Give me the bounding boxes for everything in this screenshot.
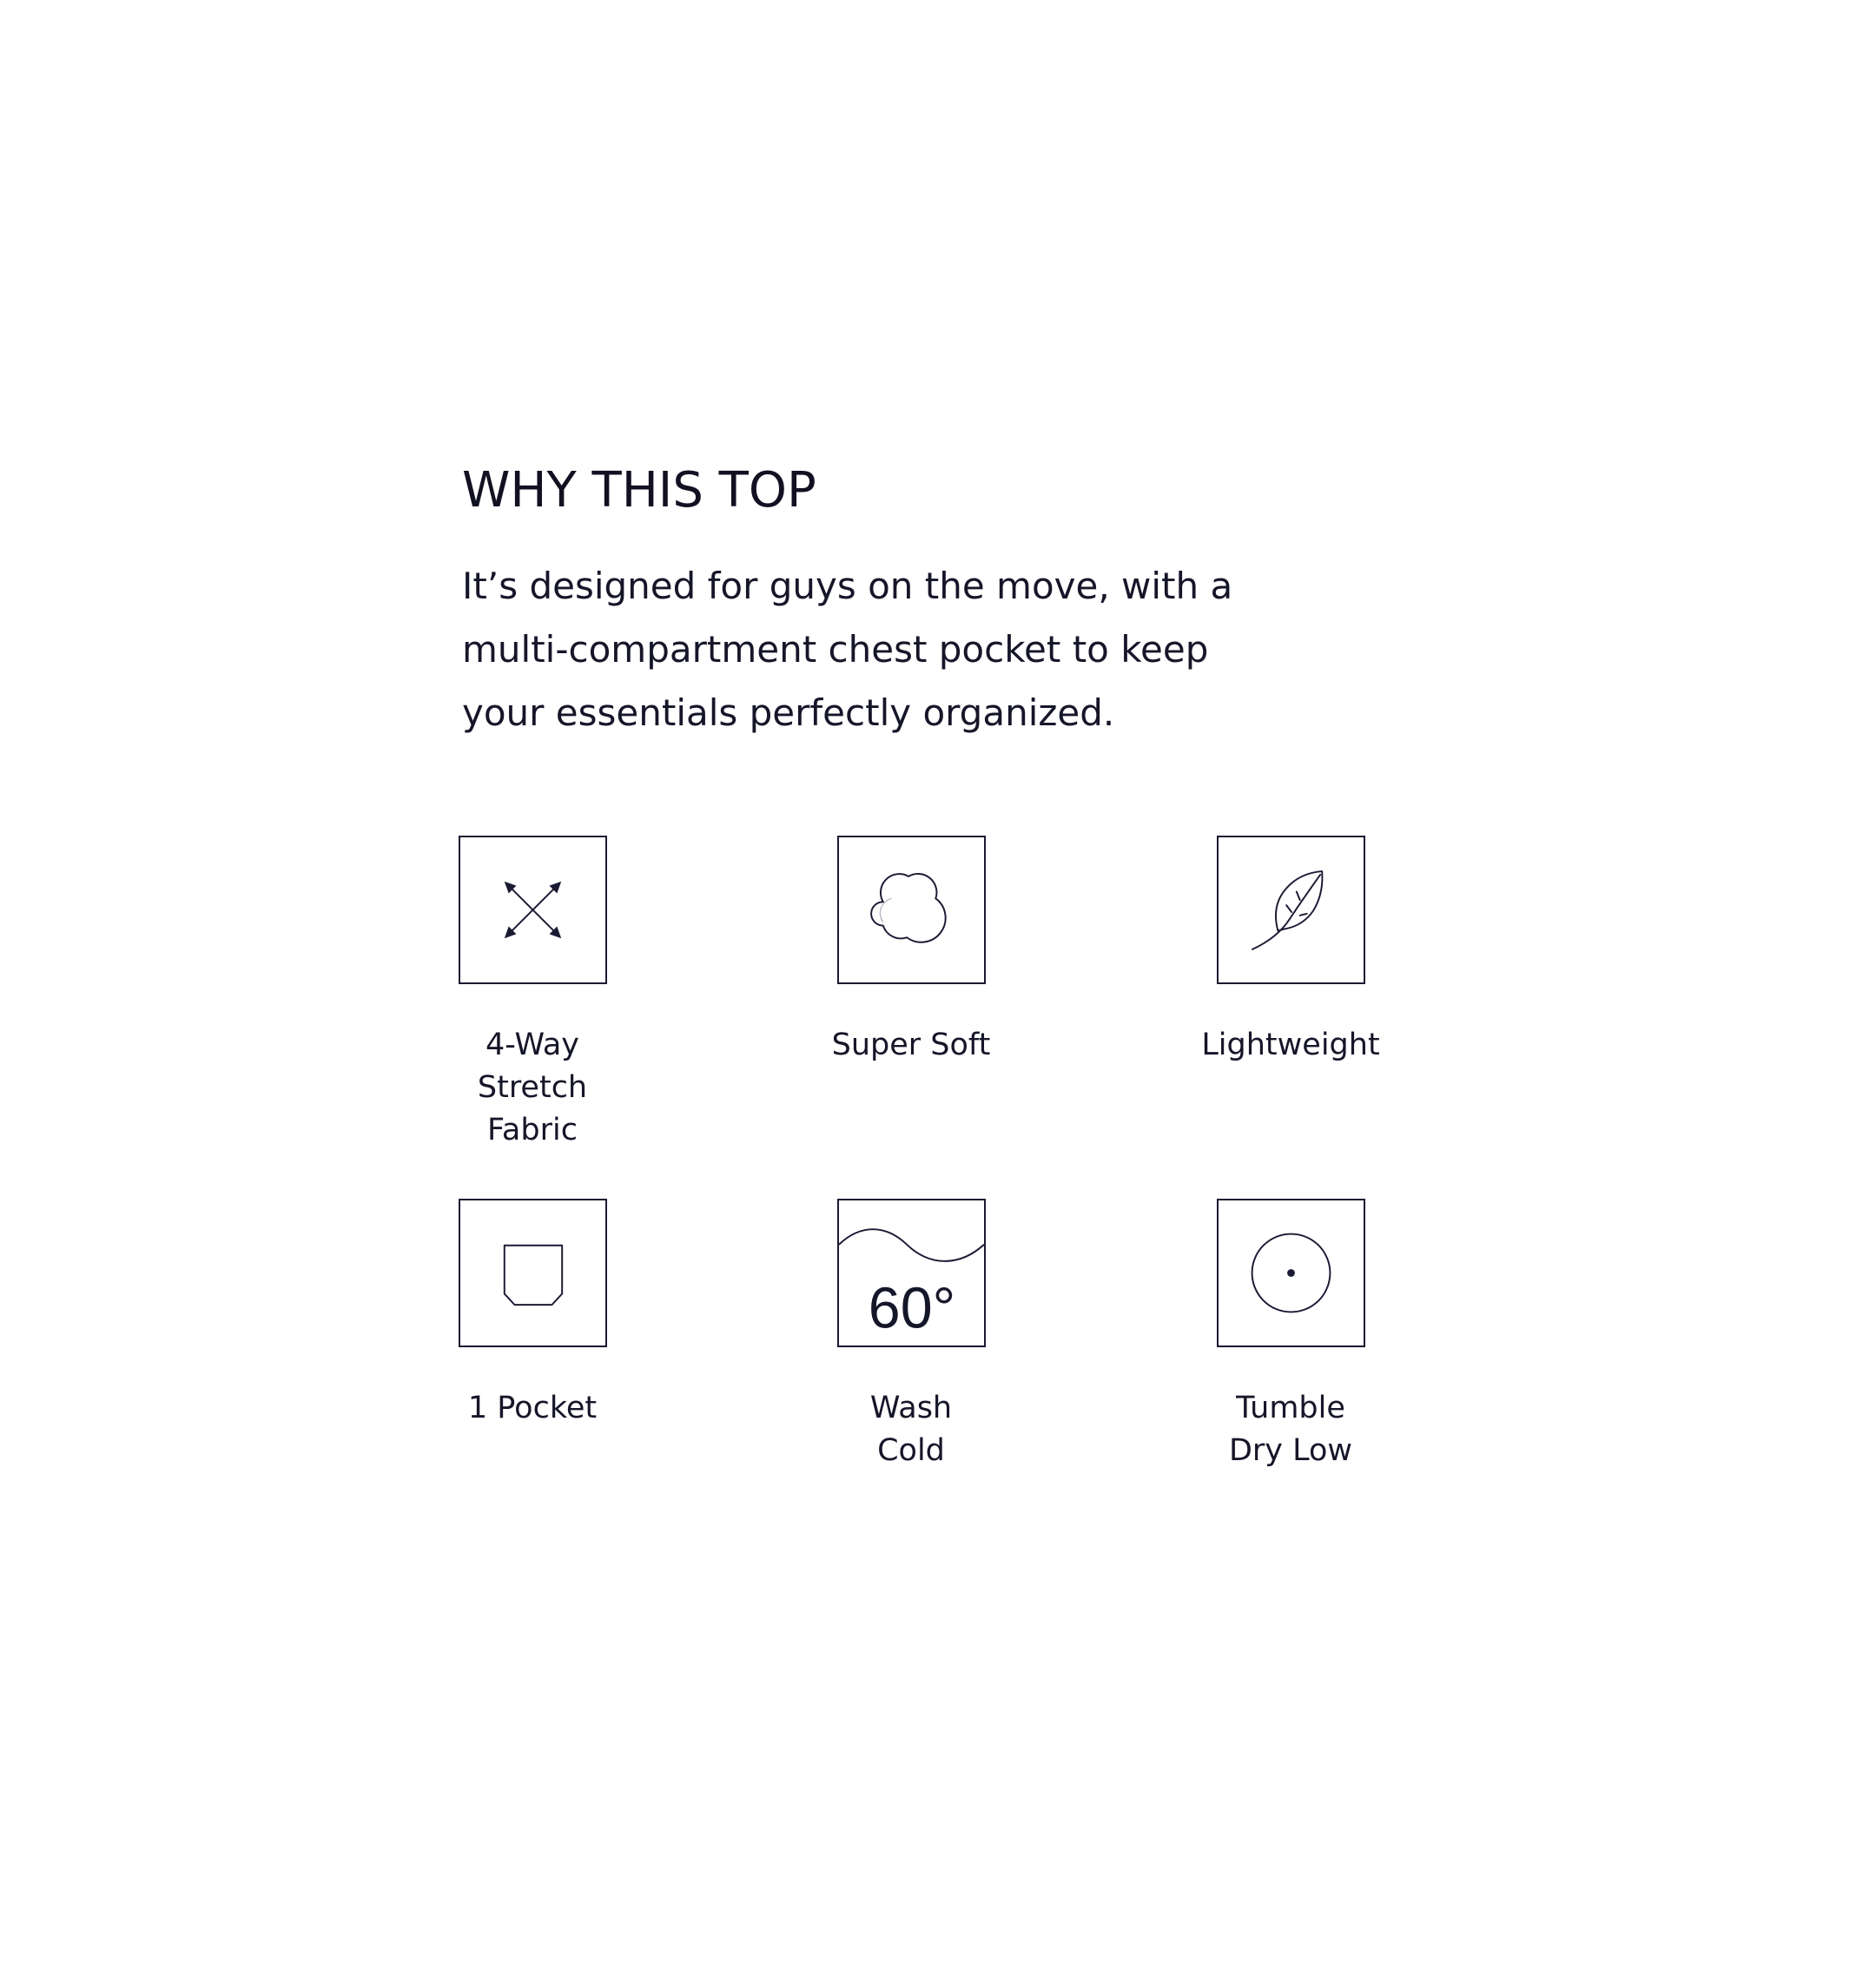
feature-icon-frame — [459, 1199, 607, 1347]
feature-label-line: 4-Way — [485, 1028, 579, 1062]
feature-icon-frame — [837, 836, 986, 984]
wash-cold-icon — [839, 1200, 984, 1346]
feature-label-line: Wash — [869, 1391, 953, 1425]
feature-label-line: Lightweight — [1201, 1028, 1380, 1062]
section-title: WHY THIS TOP — [462, 462, 816, 519]
description-line: multi-compartment chest pocket to keep — [462, 628, 1209, 671]
pocket-icon — [460, 1200, 605, 1346]
feature-icon-frame — [1217, 836, 1365, 984]
feature-label — [419, 1387, 645, 1430]
feature-icon-frame — [459, 836, 607, 984]
feature-label — [1178, 1024, 1404, 1067]
feature-label — [798, 1387, 1024, 1472]
wash-temperature-text: 60° — [868, 1276, 956, 1341]
description-line: It’s designed for guys on the move, with a — [462, 565, 1233, 607]
feature-label — [1178, 1387, 1404, 1472]
stretch-arrows-icon — [460, 837, 605, 982]
section-description — [462, 554, 1331, 744]
feature-icon-frame — [1217, 1199, 1365, 1347]
cloud-soft-icon — [839, 837, 984, 982]
feature-label — [798, 1024, 1024, 1067]
feature-label-line: Stretch — [477, 1070, 588, 1105]
feature-icon-frame — [837, 1199, 986, 1347]
description-line: your essentials perfectly organized. — [462, 691, 1115, 734]
feature-label-line: Fabric — [487, 1113, 578, 1147]
feature-label-line: Super Soft — [831, 1028, 991, 1062]
tumble-dry-low-icon — [1219, 1200, 1364, 1346]
feature-label-line: 1 Pocket — [467, 1391, 598, 1425]
feature-label-line: Dry Low — [1228, 1433, 1353, 1468]
feature-label — [419, 1024, 645, 1152]
why-this-top-section — [462, 452, 1417, 734]
feather-icon — [1219, 837, 1364, 982]
feature-label-line: Cold — [877, 1433, 945, 1468]
feature-label-line: Tumble — [1236, 1391, 1345, 1425]
